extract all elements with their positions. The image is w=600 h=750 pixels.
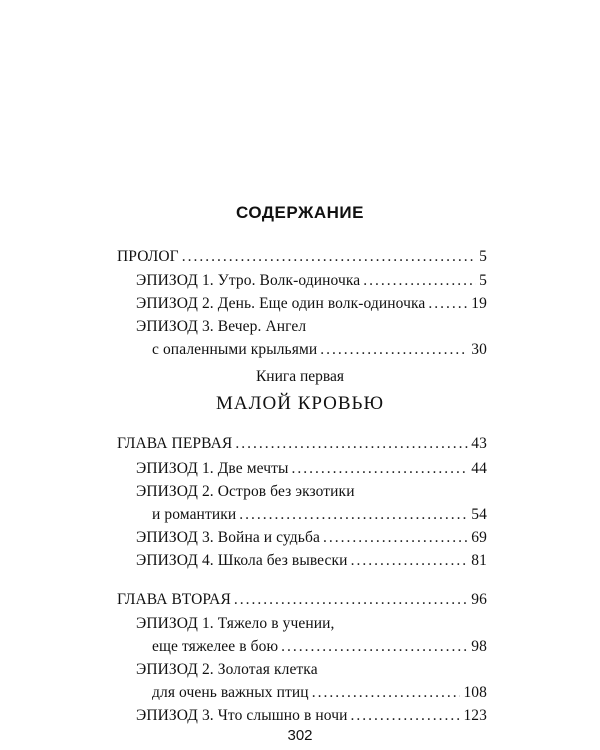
toc-entry-episode — [136, 293, 487, 315]
toc-entry-episode — [136, 481, 487, 503]
toc-entry-label: ЭПИЗОД 1. Утро. Волк-одиночка — [136, 272, 361, 289]
toc-entry-label: ЭПИЗОД 1. Тяжело в учении, — [136, 615, 335, 632]
book-label: Книга первая — [255, 368, 345, 385]
toc-leader-dots — [239, 504, 468, 526]
toc-entry-episode — [136, 458, 487, 480]
toc-leader-dots — [363, 270, 476, 292]
toc-entry-page: 108 — [463, 684, 487, 701]
toc-entry-label: и романтики — [152, 506, 237, 523]
toc-entry-label: ГЛАВА ВТОРАЯ — [117, 591, 231, 608]
toc-entry-continuation — [152, 504, 487, 526]
toc-entry-label: ЭПИЗОД 4. Школа без вывески — [136, 552, 348, 569]
toc-entry-continuation — [152, 636, 487, 658]
toc-entry-page: 96 — [471, 591, 487, 608]
toc-entry-chapter — [117, 433, 487, 455]
toc-entry-episode — [136, 270, 487, 292]
toc-entry-page: 30 — [471, 341, 487, 358]
toc-leader-dots — [235, 433, 468, 455]
toc-entry-page: 81 — [471, 552, 487, 569]
page-number: 302 — [287, 727, 313, 744]
toc-leader-dots — [351, 705, 461, 727]
toc-entry-label: ЭПИЗОД 2. Остров без экзотики — [136, 483, 355, 500]
toc-leader-dots — [428, 293, 468, 315]
toc-entry-label: еще тяжелее в бою — [152, 638, 279, 655]
toc-entry-episode-chapter2-3 — [136, 705, 487, 727]
toc-leader-dots — [292, 458, 469, 480]
toc-entry-page: 69 — [471, 529, 487, 546]
toc-entry-page: 43 — [471, 435, 487, 452]
toc-entry-label: ЭПИЗОД 2. День. Еще один волк-одиночка — [136, 295, 426, 312]
toc-leader-dots — [323, 527, 468, 549]
toc-entry-label: ЭПИЗОД 2. Золотая клетка — [136, 661, 318, 678]
book-title: МАЛОЙ КРОВЬЮ — [216, 393, 384, 414]
toc-entry-label: ЭПИЗОД 3. Что слышно в ночи — [136, 707, 348, 724]
toc-leader-dots — [320, 339, 468, 361]
toc-entry-label: с опаленными крыльями — [152, 341, 318, 358]
toc-entry-label: ГЛАВА ПЕРВАЯ — [117, 435, 233, 452]
toc-entry-chapter — [117, 589, 487, 611]
toc-entry-label: ЭПИЗОД 1. Две мечты — [136, 460, 289, 477]
toc-entry-label: ПРОЛОГ — [117, 248, 179, 265]
toc-leader-dots — [234, 589, 468, 611]
toc-entry-episode — [136, 316, 487, 338]
toc-entry-continuation — [152, 682, 487, 704]
toc-entry-page: 44 — [471, 460, 487, 477]
toc-entry-episode — [136, 659, 487, 681]
toc-entry-label: ЭПИЗОД 3. Вечер. Ангел — [136, 318, 307, 335]
toc-leader-dots — [281, 636, 468, 658]
toc-entry-episode — [136, 550, 487, 572]
toc-entry-page: 19 — [471, 295, 487, 312]
toc-entry-continuation — [152, 339, 487, 361]
toc-leader-dots — [351, 550, 469, 572]
toc-entry-prologue — [117, 246, 487, 268]
toc-entry-page: 5 — [479, 248, 487, 265]
toc-entry-episode — [136, 527, 487, 549]
toc-entry-page: 123 — [463, 707, 487, 724]
toc-entry-page: 98 — [471, 638, 487, 655]
toc-entry-episode — [136, 613, 487, 635]
toc-entry-label: ЭПИЗОД 3. Война и судьба — [136, 529, 320, 546]
toc-entry-page: 5 — [479, 272, 487, 289]
toc-entry-page: 54 — [471, 506, 487, 523]
toc-leader-dots — [182, 246, 476, 268]
page-title: СОДЕРЖАНИЕ — [236, 203, 364, 222]
toc-entry-label: для очень важных птиц — [152, 684, 309, 701]
toc-leader-dots — [312, 682, 461, 704]
